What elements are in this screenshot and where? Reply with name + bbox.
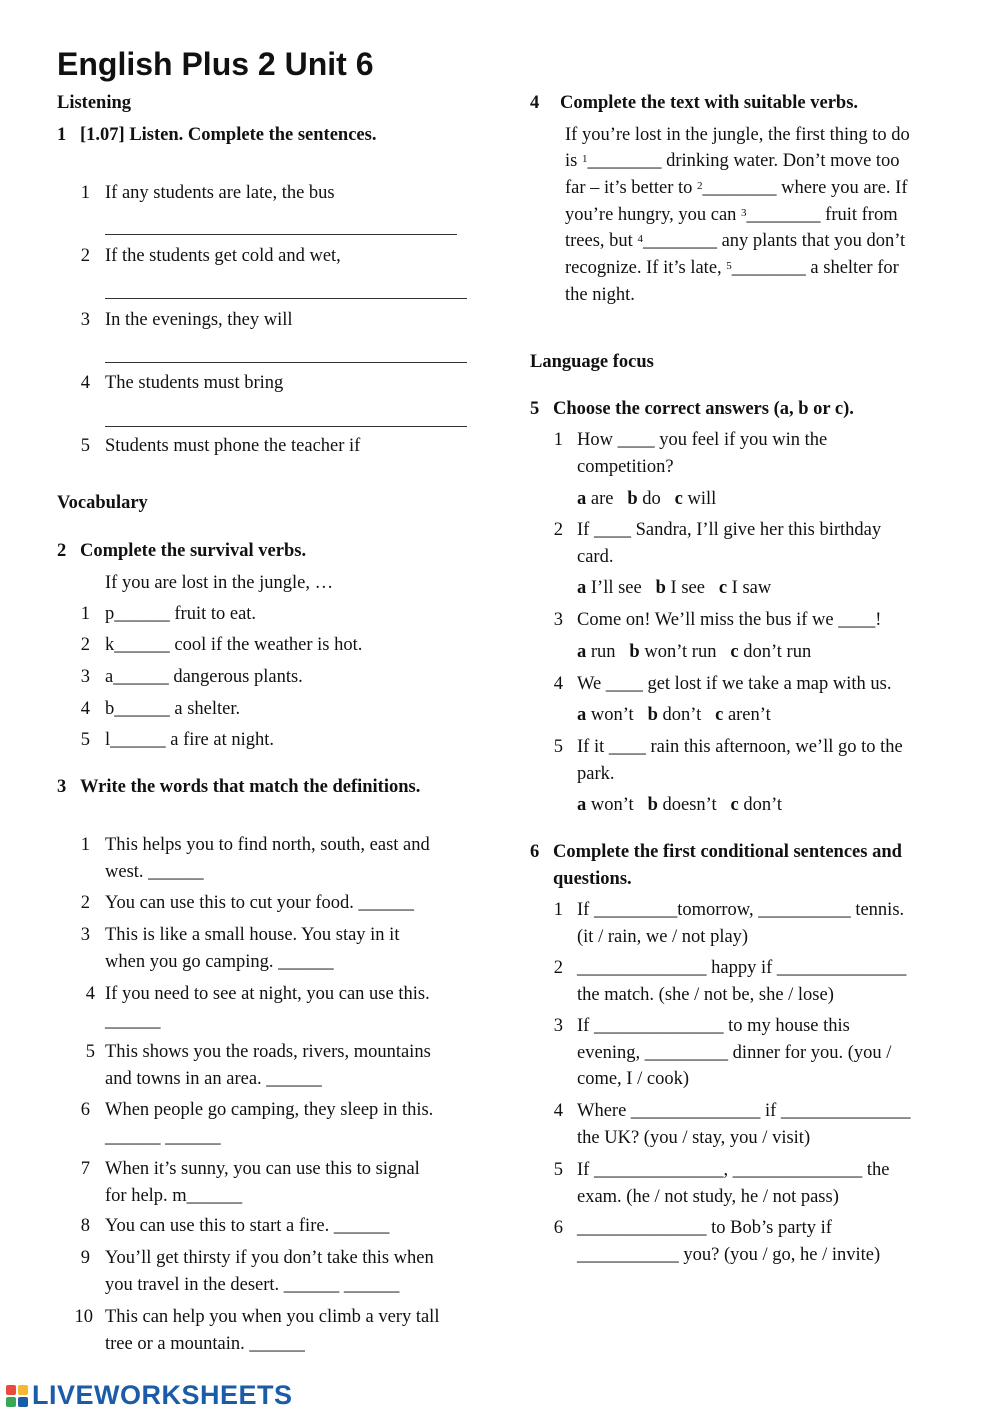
- item-number: 4: [553, 1101, 563, 1121]
- answer-options: a I’ll see b I see c I saw: [577, 578, 772, 598]
- item-number: 3: [553, 610, 563, 630]
- list-item: If the students get cold and wet,: [105, 246, 341, 266]
- ex5-number: 5: [530, 399, 540, 419]
- list-item-cont: you travel in the desert. ______ ______: [105, 1275, 400, 1295]
- question-cont: park.: [577, 764, 615, 784]
- text-fragment: far – it’s better to: [565, 178, 698, 198]
- list-item: You can use this to cut your food. ______: [105, 893, 415, 913]
- list-item-cont: ______ ______: [105, 1127, 221, 1147]
- option-c[interactable]: I saw: [731, 578, 772, 598]
- list-item: This can help you when you climb a very tall: [105, 1307, 440, 1327]
- page-title: English Plus 2 Unit 6: [57, 46, 374, 82]
- question: If ____ Sandra, I’ll give her this birthday: [577, 520, 882, 540]
- sentence-cont: exam. (he / not study, he / not pass): [577, 1187, 839, 1207]
- list-item: This helps you to find north, south, east and: [105, 835, 430, 855]
- ex3-instruction: Write the words that match the definitions.: [80, 777, 421, 797]
- option-b[interactable]: I see: [670, 578, 705, 598]
- sentence: Where ______________ if ______________: [577, 1101, 911, 1121]
- ex2-number: 2: [57, 541, 67, 561]
- ex4-number: 4: [530, 93, 540, 113]
- logo-icon: [6, 1385, 28, 1407]
- item-number: 4: [85, 984, 95, 1004]
- text-fragment: ________ fruit from: [746, 205, 898, 225]
- ex2-intro: If you are lost in the jungle, …: [105, 573, 334, 593]
- sentence-cont: (it / rain, we / not play): [577, 927, 749, 947]
- option-c[interactable]: don’t run: [743, 642, 812, 662]
- item-number: 7: [80, 1159, 90, 1179]
- question-cont: card.: [577, 547, 614, 567]
- item-number: 2: [553, 958, 563, 978]
- option-b[interactable]: don’t: [662, 705, 702, 725]
- item-number: 4: [553, 674, 563, 694]
- text-fragment: trees, but: [565, 231, 638, 251]
- sentence-cont: evening, _________ dinner for you. (you /: [577, 1043, 892, 1063]
- list-item-cont: tree or a mountain. ______: [105, 1334, 305, 1354]
- list-item: You can use this to start a fire. ______: [105, 1216, 390, 1236]
- sentence: ______________ to Bob’s party if: [577, 1218, 832, 1238]
- item-number: 2: [80, 246, 90, 266]
- item-number: 1: [80, 183, 90, 203]
- option-c[interactable]: don’t: [743, 795, 783, 815]
- sentence-cont: the UK? (you / stay, you / visit): [577, 1128, 811, 1148]
- text-line: [565, 175, 908, 202]
- question-cont: competition?: [577, 457, 674, 477]
- sentence-cont: ___________ you? (you / go, he / invite): [577, 1245, 881, 1265]
- option-b[interactable]: doesn’t: [662, 795, 717, 815]
- sentence: If ______________ to my house this: [577, 1016, 850, 1036]
- item-number: 5: [80, 436, 90, 456]
- text-line: [565, 255, 899, 282]
- question: Come on! We’ll miss the bus if we ____!: [577, 610, 882, 630]
- text-fragment: ________ drinking water. Don’t move too: [587, 151, 900, 171]
- ex1-number: 1: [57, 125, 67, 145]
- option-b[interactable]: won’t run: [644, 642, 717, 662]
- text-fragment: is: [565, 151, 582, 171]
- list-item-cont: west. ______: [105, 862, 204, 882]
- gap-number: 5: [726, 260, 732, 272]
- liveworksheets-logo: [6, 1380, 293, 1411]
- ex6-number: 6: [530, 842, 540, 862]
- item-number: 1: [553, 900, 563, 920]
- item-number: 5: [80, 730, 90, 750]
- ex6-instruction: Complete the first conditional sentences and: [553, 842, 902, 862]
- gap-number: 1: [581, 153, 588, 165]
- text-line: [565, 202, 898, 229]
- language-focus-heading: Language focus: [530, 352, 654, 372]
- item-number: 2: [553, 520, 563, 540]
- question: We ____ get lost if we take a map with us.: [577, 674, 892, 694]
- list-item: k______ cool if the weather is hot.: [105, 635, 363, 655]
- logo-square: [18, 1397, 28, 1407]
- option-a[interactable]: won’t: [590, 795, 634, 815]
- item-number: 3: [553, 1016, 563, 1036]
- answer-line[interactable]: [105, 362, 467, 363]
- list-item: In the evenings, they will: [105, 310, 293, 330]
- logo-square: [6, 1385, 16, 1395]
- answer-line[interactable]: [105, 298, 467, 299]
- ex6-instruction-cont: questions.: [553, 869, 632, 889]
- list-item: When it’s sunny, you can use this to signal: [105, 1159, 420, 1179]
- item-number: 5: [553, 737, 563, 757]
- text-fragment: you’re hungry, you can: [565, 205, 742, 225]
- ex5-instruction: Choose the correct answers (a, b or c).: [553, 399, 854, 419]
- item-number: 5: [553, 1160, 563, 1180]
- sentence-cont: the match. (she / not be, she / lose): [577, 985, 834, 1005]
- option-a[interactable]: won’t: [590, 705, 634, 725]
- list-item-cont: when you go camping. ______: [105, 952, 334, 972]
- list-item: This shows you the roads, rivers, mountains: [105, 1042, 431, 1062]
- list-item: b______ a shelter.: [105, 699, 241, 719]
- list-item: If any students are late, the bus: [105, 183, 335, 203]
- option-c[interactable]: aren’t: [727, 705, 771, 725]
- text-line: If you’re lost in the jungle, the first thing to do: [565, 125, 910, 145]
- text-fragment: recognize. If it’s late,: [565, 258, 727, 278]
- list-item: When people go camping, they sleep in this.: [105, 1100, 434, 1120]
- option-c[interactable]: will: [687, 489, 717, 509]
- answer-line[interactable]: [105, 426, 467, 427]
- logo-square: [6, 1397, 16, 1407]
- option-a[interactable]: run: [590, 642, 616, 662]
- list-item-cont: and towns in an area. ______: [105, 1069, 322, 1089]
- logo-text: LIVEWORKSHEETS: [32, 1380, 293, 1410]
- list-item: Students must phone the teacher if: [105, 436, 361, 456]
- sentence-cont: come, I / cook): [577, 1069, 689, 1089]
- answer-options: a are b do c will: [577, 489, 717, 509]
- sentence: If _________tomorrow, __________ tennis.: [577, 900, 905, 920]
- list-item: This is like a small house. You stay in it: [105, 925, 400, 945]
- item-number: 2: [80, 635, 90, 655]
- question: If it ____ rain this afternoon, we’ll go to the: [577, 737, 903, 757]
- item-number: 6: [553, 1218, 563, 1238]
- list-item: You’ll get thirsty if you don’t take this when: [105, 1248, 434, 1268]
- answer-options: a won’t b doesn’t c don’t: [577, 795, 783, 815]
- ex1-instruction: [1.07] Listen. Complete the sentences.: [80, 125, 377, 145]
- listening-heading: Listening: [57, 93, 132, 113]
- text-line: [565, 148, 900, 175]
- list-item: If you need to see at night, you can use this.: [105, 984, 430, 1004]
- list-item: a______ dangerous plants.: [105, 667, 303, 687]
- text-fragment: ________ a shelter for: [731, 258, 899, 278]
- gap-number: 4: [637, 233, 643, 245]
- answer-line[interactable]: [105, 234, 457, 235]
- item-number: 9: [80, 1248, 90, 1268]
- item-number: 3: [80, 667, 90, 687]
- list-item-cont: for help. m______: [105, 1186, 243, 1206]
- vocabulary-heading: Vocabulary: [57, 493, 148, 513]
- question: How ____ you feel if you win the: [577, 430, 828, 450]
- list-item-cont: ______: [105, 1011, 161, 1031]
- ex4-instruction: Complete the text with suitable verbs.: [560, 93, 859, 113]
- item-number: 3: [80, 310, 90, 330]
- option-a[interactable]: I’ll see: [590, 578, 642, 598]
- item-number: 3: [80, 925, 90, 945]
- item-number: 5: [85, 1042, 95, 1062]
- text-line: the night.: [565, 285, 635, 305]
- item-number: 6: [80, 1100, 90, 1120]
- answer-options: a won’t b don’t c aren’t: [577, 705, 771, 725]
- text-fragment: ________ any plants that you don’t: [642, 231, 906, 251]
- gap-number: 3: [741, 207, 747, 219]
- text-fragment: ________ where you are. If: [702, 178, 908, 198]
- text-line: [565, 228, 905, 255]
- sentence: ______________ happy if ______________: [577, 958, 907, 978]
- item-number: 8: [80, 1216, 90, 1236]
- item-number: 1: [80, 604, 90, 624]
- logo-square: [18, 1385, 28, 1395]
- item-number: 1: [80, 835, 90, 855]
- gap-number: 2: [697, 180, 703, 192]
- item-number: 2: [80, 893, 90, 913]
- list-item: l______ a fire at night.: [105, 730, 275, 750]
- item-number: 4: [80, 699, 90, 719]
- answer-options: a run b won’t run c don’t run: [577, 642, 812, 662]
- sentence: If ______________, ______________ the: [577, 1160, 890, 1180]
- option-b[interactable]: do: [642, 489, 661, 509]
- item-number: 10: [74, 1307, 93, 1327]
- list-item: p______ fruit to eat.: [105, 604, 257, 624]
- item-number: 1: [553, 430, 563, 450]
- ex2-instruction: Complete the survival verbs.: [80, 541, 307, 561]
- ex3-number: 3: [57, 777, 67, 797]
- list-item: The students must bring: [105, 373, 284, 393]
- option-a[interactable]: are: [590, 489, 614, 509]
- item-number: 4: [80, 373, 90, 393]
